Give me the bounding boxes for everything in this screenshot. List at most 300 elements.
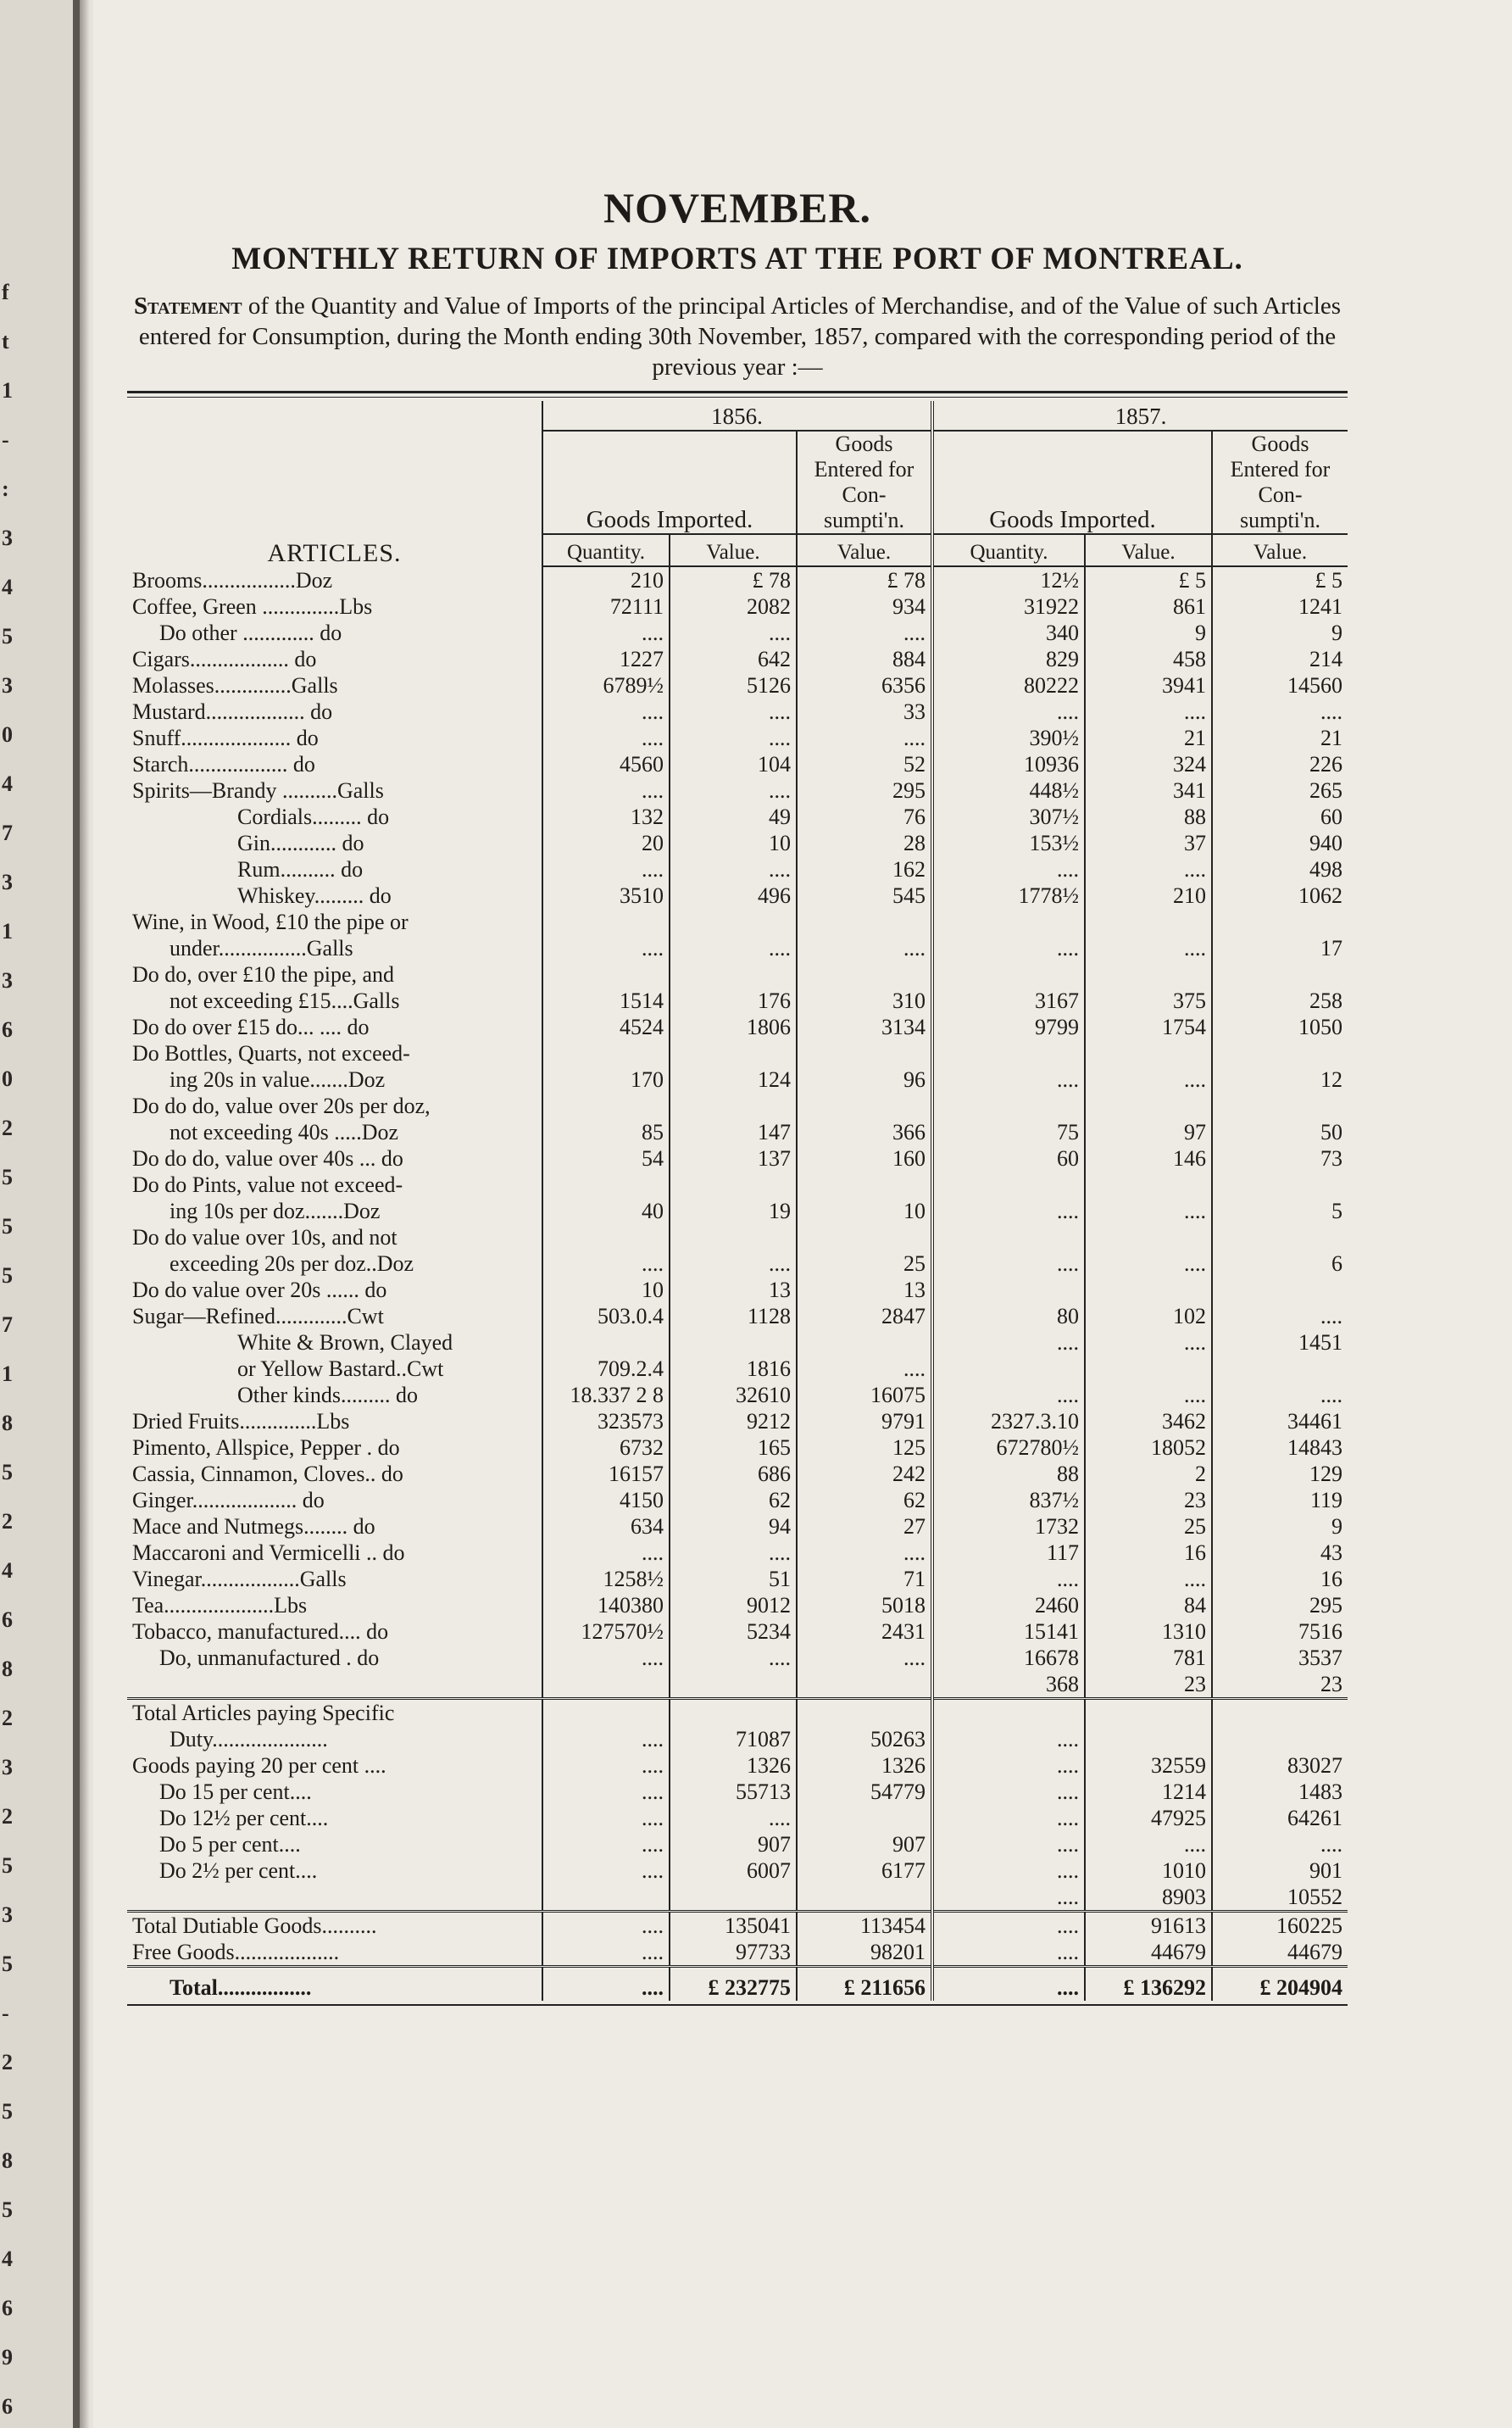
consumption-1857-cell: 64261	[1212, 1805, 1348, 1831]
consumption-1857-cell: ....	[1212, 1303, 1348, 1329]
value-1857-cell: 375	[1085, 988, 1212, 1014]
quantity-1856-cell: 503.0.4	[542, 1303, 670, 1329]
consumption-1856-cell: 98201	[797, 1939, 932, 1967]
article-row	[127, 1066, 1348, 1093]
article-label: ing 10s per doz.......Doz	[170, 1199, 381, 1223]
consumption-1857-cell	[1212, 1277, 1348, 1303]
article-label: Do 15 per cent....	[159, 1779, 312, 1804]
quantity-1856-cell: 1258½	[542, 1566, 670, 1592]
consumption-1857-cell: 10552	[1212, 1884, 1348, 1912]
consumption-1856-cell: 242	[797, 1461, 932, 1487]
value-1856-cell	[670, 909, 797, 935]
article-row	[127, 1040, 1348, 1066]
article-row	[127, 1461, 1348, 1487]
value-1856-cell: ....	[670, 1540, 797, 1566]
consumption-1856-cell	[797, 1805, 932, 1831]
consumption-1857-cell: 17	[1212, 935, 1348, 961]
consumption-1857-cell: 34461	[1212, 1408, 1348, 1434]
consumption-1857-cell	[1212, 1356, 1348, 1382]
margin-char: 4	[2, 771, 13, 796]
value-1857-cell: £ 136292	[1085, 1967, 1212, 2002]
value-1856-cell: 124	[670, 1066, 797, 1093]
article-label: Ginger................... do	[132, 1488, 325, 1512]
consumption-1856-cell	[797, 1329, 932, 1356]
consumption-1856-cell: 1326	[797, 1752, 932, 1779]
quantity-1857-cell: ....	[932, 699, 1085, 725]
margin-char: -	[2, 2001, 9, 2025]
value-1857-cell: 32559	[1085, 1752, 1212, 1779]
statement-paragraph	[127, 291, 1348, 382]
article-label: Do do Pints, value not exceed-	[132, 1172, 403, 1197]
quantity-1856-cell: 210	[542, 566, 670, 593]
quantity-1857-cell: ....	[932, 1382, 1085, 1408]
consumption-1857-cell	[1212, 961, 1348, 988]
consumption-1856-cell: 9791	[797, 1408, 932, 1434]
article-row	[127, 1434, 1348, 1461]
value-1856-cell: 9012	[670, 1592, 797, 1618]
article-row	[127, 1119, 1348, 1145]
value-1857-cell	[1085, 1172, 1212, 1198]
value-1857-cell	[1085, 1356, 1212, 1382]
binding-shadow	[80, 0, 90, 2428]
consumption-1857-cell: 214	[1212, 646, 1348, 672]
value-1857-cell: 1010	[1085, 1857, 1212, 1884]
article-row	[127, 1592, 1348, 1618]
value-1857-cell: 458	[1085, 646, 1212, 672]
consumption-1856-cell: £ 211656	[797, 1967, 932, 2002]
article-label: Pimento, Allspice, Pepper . do	[132, 1435, 400, 1460]
consumption-1856-cell: 96	[797, 1066, 932, 1093]
page-title: NOVEMBER.	[603, 184, 871, 231]
consumption-1857-cell: 23	[1212, 1671, 1348, 1699]
quantity-1857-cell: 31922	[932, 593, 1085, 620]
quantity-1856-cell: ....	[542, 777, 670, 804]
margin-char: 5	[2, 2099, 13, 2124]
margin-char: 6	[2, 2296, 13, 2320]
value-1857-cell: 8903	[1085, 1884, 1212, 1912]
consumption-1856-cell	[797, 1093, 932, 1119]
quantity-1857-cell: 117	[932, 1540, 1085, 1566]
margin-char: f	[2, 280, 9, 304]
consumption-1856-cell: 907	[797, 1831, 932, 1857]
article-row	[127, 1172, 1348, 1198]
value-1857-cell: £ 5	[1085, 566, 1212, 593]
consumption-1857-cell	[1212, 1699, 1348, 1727]
goods-imported-1856-header: Goods Imported.	[542, 431, 797, 534]
header-rule	[127, 391, 1348, 398]
consumption-1857-cell: 901	[1212, 1857, 1348, 1884]
value-1856-cell: 62	[670, 1487, 797, 1513]
consumption-1857-cell: 940	[1212, 830, 1348, 856]
value-1856-cell: 10	[670, 830, 797, 856]
margin-char: 0	[2, 1066, 13, 1091]
article-label: Tobacco, manufactured.... do	[132, 1619, 389, 1644]
value-1856-cell: 5126	[670, 672, 797, 699]
article-label: Sugar—Refined.............Cwt	[132, 1304, 384, 1328]
article-row	[127, 1540, 1348, 1566]
consumption-1856-cell	[797, 1040, 932, 1066]
totals-row	[127, 1857, 1348, 1884]
article-row	[127, 1224, 1348, 1250]
article-label: or Yellow Bastard..Cwt	[237, 1356, 444, 1381]
quantity-1856-cell: 634	[542, 1513, 670, 1540]
value-1857-cell: 23	[1085, 1487, 1212, 1513]
article-label: Duty.....................	[170, 1727, 328, 1751]
quantity-1857-cell: 12½	[932, 566, 1085, 593]
quantity-1857-cell: 829	[932, 646, 1085, 672]
consumption-1856-cell: 160	[797, 1145, 932, 1172]
margin-char: 5	[2, 624, 13, 649]
consumption-1856-cell: ....	[797, 620, 932, 646]
value-1857-cell: 18052	[1085, 1434, 1212, 1461]
quantity-1856-cell: ....	[542, 935, 670, 961]
value-1856-cell	[670, 1040, 797, 1066]
consumption-1856-cell	[797, 1671, 932, 1699]
year-1856-header: 1856.	[542, 401, 932, 431]
article-row	[127, 1408, 1348, 1434]
quantity-1856-cell	[542, 961, 670, 988]
quantity-1856-cell: 1514	[542, 988, 670, 1014]
dutiable-row	[127, 1912, 1348, 1940]
article-label: Do do value over 20s ...... do	[132, 1278, 387, 1302]
quantity-1857-cell: 448½	[932, 777, 1085, 804]
margin-char: 3	[2, 1755, 13, 1779]
quantity-1857-cell: 80	[932, 1303, 1085, 1329]
margin-char: 3	[2, 526, 13, 550]
totals-row	[127, 1831, 1348, 1857]
value-1857-header: Value.	[1085, 534, 1212, 566]
consumption-1856-cell	[797, 961, 932, 988]
consumption-1856-cell	[797, 1224, 932, 1250]
consumption-1857-cell: 3537	[1212, 1645, 1348, 1671]
quantity-1857-cell: 307½	[932, 804, 1085, 830]
consumption-1857-cell: 1062	[1212, 883, 1348, 909]
quantity-1857-cell: 80222	[932, 672, 1085, 699]
quantity-1856-cell: ....	[542, 1967, 670, 2002]
consumption-1856-cell: ....	[797, 1356, 932, 1382]
quantity-1856-cell	[542, 909, 670, 935]
value-1857-cell: 84	[1085, 1592, 1212, 1618]
article-label: Maccaroni and Vermicelli .. do	[132, 1540, 405, 1565]
quantity-1856-cell: ....	[542, 1645, 670, 1671]
quantity-1857-cell: 390½	[932, 725, 1085, 751]
adjacent-page-strip	[0, 0, 85, 2428]
consumption-1856-cell: 62	[797, 1487, 932, 1513]
quantity-1856-cell: ....	[542, 1250, 670, 1277]
consumption-1856-cell: 52	[797, 751, 932, 777]
quantity-1857-cell: ....	[932, 1831, 1085, 1857]
consumption-1856-cell: 545	[797, 883, 932, 909]
consumption-1857-cell: ....	[1212, 1382, 1348, 1408]
margin-char: 0	[2, 722, 13, 747]
imports-table	[127, 401, 1348, 2001]
article-label: White & Brown, Clayed	[237, 1330, 453, 1355]
consumption-value-1857-header: Value.	[1212, 534, 1348, 566]
value-1857-cell	[1085, 961, 1212, 988]
quantity-1857-cell: 340	[932, 620, 1085, 646]
article-label: Cigars.................. do	[132, 647, 317, 671]
article-label: ing 20s in value.......Doz	[170, 1067, 386, 1092]
value-1856-cell: 1816	[670, 1356, 797, 1382]
consumption-1856-cell: 366	[797, 1119, 932, 1145]
value-1856-cell: ....	[670, 935, 797, 961]
value-1856-cell: 32610	[670, 1382, 797, 1408]
quantity-1857-cell: ....	[932, 1726, 1085, 1752]
consumption-1857-cell: 5	[1212, 1198, 1348, 1224]
consumption-1856-cell: £ 78	[797, 566, 932, 593]
article-label: Tea....................Lbs	[132, 1593, 308, 1618]
article-label: Molasses..............Galls	[132, 673, 338, 698]
margin-char: -	[2, 427, 9, 452]
quantity-1856-cell: ....	[542, 1726, 670, 1752]
value-1856-cell: 496	[670, 883, 797, 909]
value-1856-cell: ....	[670, 777, 797, 804]
value-1857-cell	[1085, 1699, 1212, 1727]
article-label: Do 12½ per cent....	[159, 1806, 329, 1830]
value-1856-cell: 165	[670, 1434, 797, 1461]
quantity-1857-cell: 88	[932, 1461, 1085, 1487]
consumption-1856-cell: 25	[797, 1250, 932, 1277]
totals-row	[127, 1726, 1348, 1752]
consumption-1857-cell: 16	[1212, 1566, 1348, 1592]
consumption-1857-cell: 73	[1212, 1145, 1348, 1172]
value-1857-cell: ....	[1085, 1250, 1212, 1277]
quantity-1857-cell: 60	[932, 1145, 1085, 1172]
value-1857-cell: ....	[1085, 1831, 1212, 1857]
article-row	[127, 1277, 1348, 1303]
article-label: not exceeding 40s .....Doz	[170, 1120, 399, 1144]
article-label: Vinegar..................Galls	[132, 1567, 347, 1591]
quantity-1856-cell	[542, 1329, 670, 1356]
value-1857-cell	[1085, 1277, 1212, 1303]
consumption-1856-cell: 6356	[797, 672, 932, 699]
value-1856-cell: 51	[670, 1566, 797, 1592]
article-label: not exceeding £15....Galls	[170, 988, 400, 1013]
value-1856-cell: ....	[670, 1645, 797, 1671]
quantity-1856-cell: 72111	[542, 593, 670, 620]
article-label: Do 5 per cent....	[159, 1832, 301, 1857]
quantity-1856-cell: 40	[542, 1198, 670, 1224]
article-label: Do do do, value over 20s per doz,	[132, 1094, 431, 1118]
quantity-1857-cell: ....	[932, 1198, 1085, 1224]
consumption-1857-cell: 1483	[1212, 1779, 1348, 1805]
value-1856-cell: 71087	[670, 1726, 797, 1752]
consumption-1856-cell: 16075	[797, 1382, 932, 1408]
margin-char: 4	[2, 1558, 13, 1583]
margin-char: 5	[2, 1853, 13, 1878]
quantity-1857-cell	[932, 909, 1085, 935]
quantity-1857-cell	[932, 1277, 1085, 1303]
article-row	[127, 1618, 1348, 1645]
margin-char: 6	[2, 1017, 13, 1042]
value-1856-cell	[670, 961, 797, 988]
consumption-1857-cell: 1241	[1212, 593, 1348, 620]
quantity-1856-header: Quantity.	[542, 534, 670, 566]
consumption-1856-cell: ....	[797, 1645, 932, 1671]
value-1857-cell	[1085, 1040, 1212, 1066]
consumption-1857-cell: 14560	[1212, 672, 1348, 699]
article-label: Do do do, value over 40s ... do	[132, 1146, 403, 1171]
value-1856-cell: 55713	[670, 1779, 797, 1805]
margin-char: 8	[2, 1411, 13, 1435]
margin-char: 6	[2, 1607, 13, 1632]
quantity-1856-cell: 1227	[542, 646, 670, 672]
quantity-1857-cell: 153½	[932, 830, 1085, 856]
quantity-1857-cell: ....	[932, 1939, 1085, 1967]
margin-char: 2	[2, 1706, 13, 1730]
quantity-1857-cell: 2327.3.10	[932, 1408, 1085, 1434]
quantity-1857-cell: ....	[932, 1967, 1085, 2002]
article-row	[127, 725, 1348, 751]
quantity-1857-cell: ....	[932, 1066, 1085, 1093]
value-1856-cell: 94	[670, 1513, 797, 1540]
value-1857-cell: 324	[1085, 751, 1212, 777]
value-1856-cell: 97733	[670, 1939, 797, 1967]
value-1856-header: Value.	[670, 534, 797, 566]
consumption-1857-cell: 265	[1212, 777, 1348, 804]
quantity-1856-cell	[542, 1699, 670, 1727]
quantity-1856-cell	[542, 1671, 670, 1699]
quantity-1857-cell: ....	[932, 1752, 1085, 1779]
quantity-1856-cell: 4560	[542, 751, 670, 777]
consumption-1857-cell: 160225	[1212, 1912, 1348, 1940]
value-1856-cell	[670, 1329, 797, 1356]
totals-row	[127, 1699, 1348, 1727]
article-row	[127, 1671, 1348, 1699]
value-1857-cell: 21	[1085, 725, 1212, 751]
consumption-1857-cell: 1050	[1212, 1014, 1348, 1040]
value-1856-cell: 5234	[670, 1618, 797, 1645]
quantity-1856-cell	[542, 1040, 670, 1066]
consumption-1857-cell: 258	[1212, 988, 1348, 1014]
article-row	[127, 1356, 1348, 1382]
article-row	[127, 1014, 1348, 1040]
article-row	[127, 566, 1348, 593]
value-1857-cell: ....	[1085, 1382, 1212, 1408]
consumption-1856-cell: 310	[797, 988, 932, 1014]
consumption-1856-cell: 295	[797, 777, 932, 804]
value-1856-cell	[670, 1699, 797, 1727]
article-label: exceeding 20s per doz..Doz	[170, 1251, 414, 1276]
value-1857-cell: 88	[1085, 804, 1212, 830]
quantity-1856-cell: ....	[542, 1912, 670, 1940]
quantity-1856-cell: ....	[542, 1857, 670, 1884]
quantity-1856-cell: 6789½	[542, 672, 670, 699]
quantity-1856-cell	[542, 1093, 670, 1119]
quantity-1856-cell: 10	[542, 1277, 670, 1303]
consumption-1857-cell: £ 5	[1212, 566, 1348, 593]
consumption-1856-cell: 13	[797, 1277, 932, 1303]
margin-char: 4	[2, 575, 13, 599]
article-label: Coffee, Green ..............Lbs	[132, 594, 373, 619]
quantity-1856-cell: 6732	[542, 1434, 670, 1461]
page-binding-edge	[73, 0, 80, 2428]
article-row	[127, 804, 1348, 830]
consumption-1856-cell: 113454	[797, 1912, 932, 1940]
value-1857-cell: ....	[1085, 1066, 1212, 1093]
article-label: Gin............ do	[237, 831, 364, 855]
quantity-1856-cell: ....	[542, 1540, 670, 1566]
article-row	[127, 883, 1348, 909]
article-label: Total Articles paying Specific	[127, 1699, 542, 1727]
quantity-1857-cell: ....	[932, 856, 1085, 883]
article-row	[127, 1487, 1348, 1513]
consumption-1856-cell: 50263	[797, 1726, 932, 1752]
article-label: Spirits—Brandy ..........Galls	[132, 778, 384, 803]
consumption-1857-cell: 60	[1212, 804, 1348, 830]
consumption-1857-cell	[1212, 1093, 1348, 1119]
article-row	[127, 672, 1348, 699]
consumption-1856-cell: 76	[797, 804, 932, 830]
consumption-1856-cell	[797, 909, 932, 935]
article-row	[127, 1303, 1348, 1329]
consumption-1857-cell	[1212, 1726, 1348, 1752]
value-1857-cell: ....	[1085, 1329, 1212, 1356]
quantity-1857-cell: 3167	[932, 988, 1085, 1014]
article-row	[127, 1250, 1348, 1277]
value-1856-cell: 642	[670, 646, 797, 672]
value-1856-cell: ....	[670, 620, 797, 646]
consumption-1856-cell: 125	[797, 1434, 932, 1461]
consumption-1857-cell: ....	[1212, 699, 1348, 725]
quantity-1857-cell: 2460	[932, 1592, 1085, 1618]
consumption-1857-cell: 44679	[1212, 1939, 1348, 1967]
quantity-1856-cell: 4524	[542, 1014, 670, 1040]
quantity-1856-cell: ....	[542, 1939, 670, 1967]
article-label: Starch.................. do	[132, 752, 315, 777]
article-label: Other kinds......... do	[237, 1383, 419, 1407]
margin-char: 1	[2, 378, 13, 403]
value-1857-cell: 25	[1085, 1513, 1212, 1540]
margin-char: 8	[2, 1657, 13, 1681]
consumption-1857-cell	[1212, 1224, 1348, 1250]
article-label: Snuff.................... do	[132, 726, 319, 750]
quantity-1856-cell: ....	[542, 1779, 670, 1805]
quantity-1856-cell: 3510	[542, 883, 670, 909]
quantity-1857-cell	[932, 1224, 1085, 1250]
year-1857-header: 1857.	[932, 401, 1348, 431]
articles-header: ARTICLES.	[267, 539, 402, 567]
quantity-1857-cell: ....	[932, 1329, 1085, 1356]
value-1857-cell: 781	[1085, 1645, 1212, 1671]
value-1857-cell: 47925	[1085, 1805, 1212, 1831]
margin-char: 5	[2, 1214, 13, 1239]
article-row	[127, 777, 1348, 804]
margin-char: :	[2, 476, 9, 501]
value-1857-cell: ....	[1085, 699, 1212, 725]
statement-lead: Statement	[134, 292, 242, 320]
quantity-1857-cell: ....	[932, 1566, 1085, 1592]
consumption-1856-cell: 934	[797, 593, 932, 620]
value-1856-cell: 104	[670, 751, 797, 777]
consumption-1856-cell: 884	[797, 646, 932, 672]
article-row	[127, 1198, 1348, 1224]
article-row	[127, 935, 1348, 961]
quantity-1857-cell: 10936	[932, 751, 1085, 777]
quantity-1857-cell: 16678	[932, 1645, 1085, 1671]
article-row	[127, 699, 1348, 725]
quantity-1856-cell: ....	[542, 1752, 670, 1779]
consumption-1856-cell: ....	[797, 935, 932, 961]
margin-char: 2	[2, 1116, 13, 1140]
consumption-1857-cell: 129	[1212, 1461, 1348, 1487]
margin-char: 3	[2, 1902, 13, 1927]
goods-entered-1856-header: Goods Entered for Con- sumpti'n.	[797, 431, 932, 534]
consumption-1856-cell: ....	[797, 725, 932, 751]
article-label	[127, 1884, 542, 1912]
quantity-1856-cell	[542, 1172, 670, 1198]
consumption-1856-cell	[797, 1884, 932, 1912]
